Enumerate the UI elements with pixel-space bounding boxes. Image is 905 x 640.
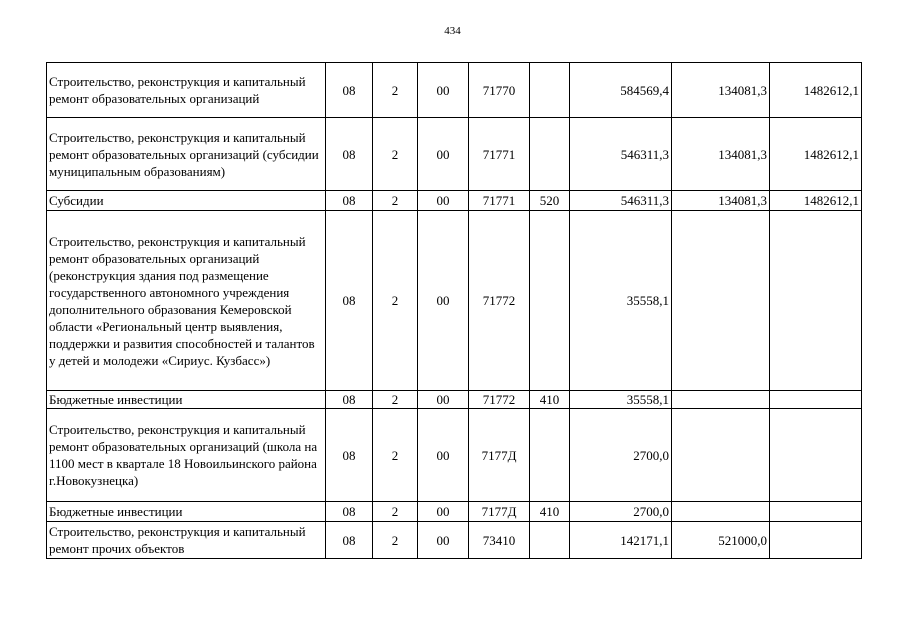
row-name: Бюджетные инвестиции — [47, 502, 326, 522]
amount-year-1: 35558,1 — [570, 211, 672, 391]
direction-code: 71772 — [469, 211, 530, 391]
table-row — [47, 522, 862, 559]
amount-year-1: 142171,1 — [570, 522, 672, 559]
expense-type-code: 410 — [530, 391, 570, 409]
amount-year-1: 35558,1 — [570, 391, 672, 409]
direction-code: 71772 — [469, 391, 530, 409]
expense-type-code — [530, 63, 570, 118]
amount-year-3 — [770, 522, 862, 559]
subprogram-code: 00 — [418, 502, 469, 522]
program-code: 2 — [373, 502, 418, 522]
section-code: 08 — [326, 391, 373, 409]
subprogram-code: 00 — [418, 409, 469, 502]
table-row — [47, 191, 862, 211]
table-row — [47, 502, 862, 522]
program-code: 2 — [373, 409, 418, 502]
section-code: 08 — [326, 211, 373, 391]
amount-year-2 — [672, 409, 770, 502]
program-code: 2 — [373, 63, 418, 118]
expense-type-code — [530, 409, 570, 502]
amount-year-2 — [672, 391, 770, 409]
table-row — [47, 63, 862, 118]
table-row — [47, 409, 862, 502]
amount-year-3 — [770, 211, 862, 391]
row-name: Строительство, реконструкция и капитальный ремонт образовательных организаций — [47, 63, 326, 118]
section-code: 08 — [326, 522, 373, 559]
subprogram-code: 00 — [418, 191, 469, 211]
section-code: 08 — [326, 63, 373, 118]
amount-year-3 — [770, 409, 862, 502]
row-name: Строительство, реконструкция и капитальный ремонт прочих объектов — [47, 522, 326, 559]
expense-type-code: 410 — [530, 502, 570, 522]
expense-type-code — [530, 211, 570, 391]
direction-code: 73410 — [469, 522, 530, 559]
expense-type-code — [530, 118, 570, 191]
table-row — [47, 211, 862, 391]
program-code: 2 — [373, 191, 418, 211]
subprogram-code: 00 — [418, 63, 469, 118]
section-code: 08 — [326, 191, 373, 211]
program-code: 2 — [373, 522, 418, 559]
section-code: 08 — [326, 118, 373, 191]
amount-year-1: 546311,3 — [570, 118, 672, 191]
direction-code: 71771 — [469, 191, 530, 211]
expense-type-code — [530, 522, 570, 559]
amount-year-2: 134081,3 — [672, 191, 770, 211]
program-code: 2 — [373, 211, 418, 391]
amount-year-2 — [672, 502, 770, 522]
amount-year-2: 134081,3 — [672, 63, 770, 118]
direction-code: 71771 — [469, 118, 530, 191]
subprogram-code: 00 — [418, 211, 469, 391]
amount-year-3 — [770, 502, 862, 522]
amount-year-2 — [672, 211, 770, 391]
direction-code: 71770 — [469, 63, 530, 118]
direction-code: 7177Д — [469, 502, 530, 522]
subprogram-code: 00 — [418, 391, 469, 409]
row-name: Строительство, реконструкция и капитальный ремонт образовательных организаций (школа на 1100 мест в квартале 18 Новоильинского района г.Новокузнецка) — [47, 409, 326, 502]
program-code: 2 — [373, 118, 418, 191]
direction-code: 7177Д — [469, 409, 530, 502]
section-code: 08 — [326, 502, 373, 522]
amount-year-1: 2700,0 — [570, 502, 672, 522]
section-code: 08 — [326, 409, 373, 502]
row-name: Субсидии — [47, 191, 326, 211]
amount-year-2: 134081,3 — [672, 118, 770, 191]
expense-type-code: 520 — [530, 191, 570, 211]
amount-year-1: 584569,4 — [570, 63, 672, 118]
program-code: 2 — [373, 391, 418, 409]
row-name: Бюджетные инвестиции — [47, 391, 326, 409]
subprogram-code: 00 — [418, 118, 469, 191]
table-row — [47, 118, 862, 191]
row-name: Строительство, реконструкция и капитальный ремонт образовательных организаций (реконструкция здания под размещение государственного автономного учреждения дополнительного образования Кемеровской области «Региональный центр выявления, поддержки и развития способностей и талантов у детей и молодежи «Сириус. Кузбасс») — [47, 211, 326, 391]
row-name: Строительство, реконструкция и капитальный ремонт образовательных организаций (субсидии муниципальным образованиям) — [47, 118, 326, 191]
amount-year-3: 1482612,1 — [770, 118, 862, 191]
amount-year-2: 521000,0 — [672, 522, 770, 559]
page-number: 434 — [444, 25, 461, 37]
amount-year-3 — [770, 391, 862, 409]
amount-year-3: 1482612,1 — [770, 63, 862, 118]
subprogram-code: 00 — [418, 522, 469, 559]
amount-year-1: 2700,0 — [570, 409, 672, 502]
budget-table — [46, 62, 862, 559]
table-row — [47, 391, 862, 409]
amount-year-3: 1482612,1 — [770, 191, 862, 211]
amount-year-1: 546311,3 — [570, 191, 672, 211]
